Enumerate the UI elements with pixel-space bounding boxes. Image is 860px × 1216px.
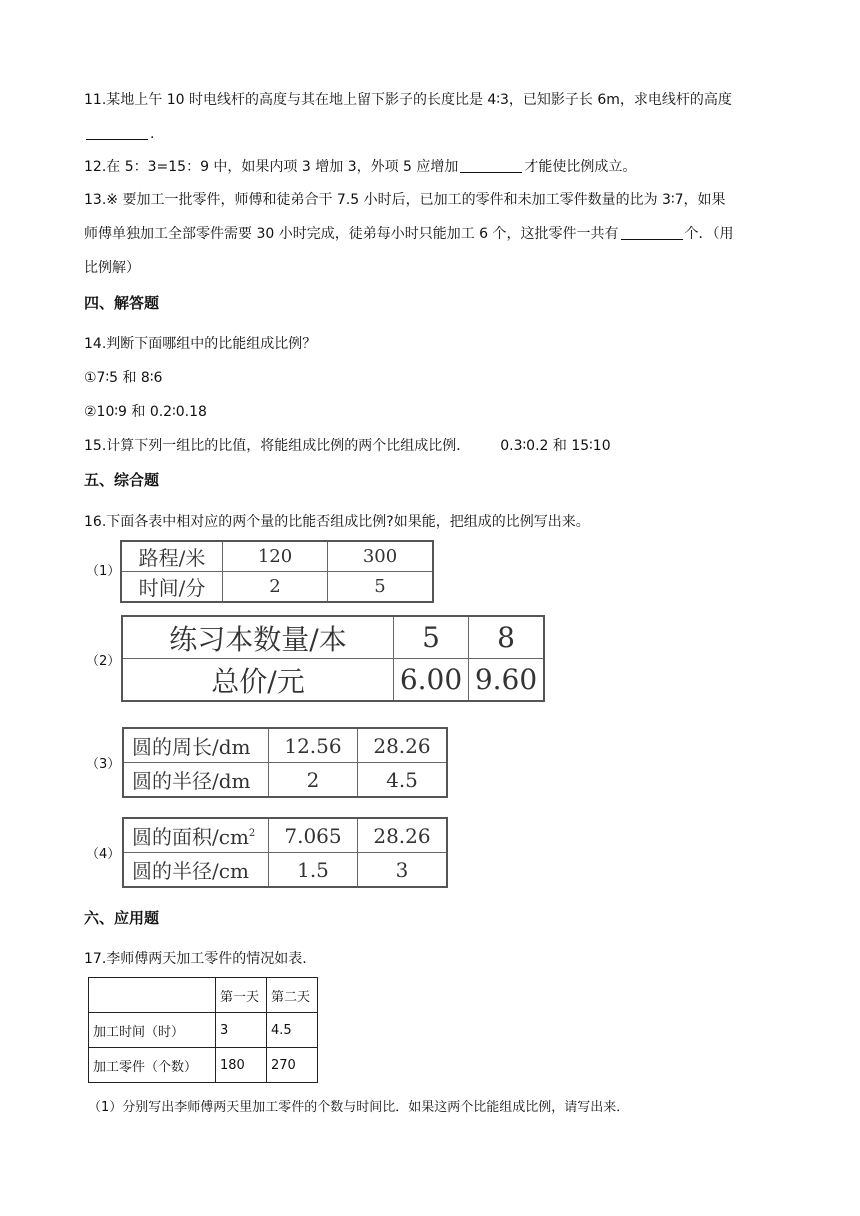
- q14-option-2: ②10∶9 和 0.2∶0.18: [84, 404, 207, 420]
- table-cell: 圆的周长/dm: [123, 728, 269, 763]
- table-cell: 圆的半径/cm: [123, 853, 269, 888]
- table-cell: 270: [267, 1048, 318, 1083]
- q14-stem: 14.判断下面哪组中的比能组成比例？: [84, 336, 317, 352]
- q14-option-1: ①7∶5 和 8∶6: [84, 370, 163, 386]
- table-cell: 圆的半径/dm: [123, 763, 269, 798]
- table-cell: 时间/分: [121, 572, 223, 603]
- data-table-1: [120, 540, 434, 603]
- table-cell: 3: [216, 1013, 267, 1048]
- table-cell: 2: [269, 763, 358, 798]
- table-cell: 9.60: [469, 659, 545, 702]
- table-cell: 300: [328, 541, 434, 572]
- table-cell: 加工零件（个数）: [89, 1048, 216, 1083]
- table-cell: 总价/元: [122, 659, 394, 702]
- table-cell: 4.5: [358, 763, 448, 798]
- table-label: （2）: [86, 654, 121, 669]
- answer-blank[interactable]: [460, 158, 522, 173]
- q17-stem: 17.李师傅两天加工零件的情况如表.: [84, 951, 307, 967]
- table-cell: 180: [216, 1048, 267, 1083]
- q13-line1: 13.※ 要加工一批零件，师傅和徒弟合干 7.5 小时后，已加工的零件和未加工零件数量的比为 3∶7，如果: [84, 192, 726, 208]
- table-cell: 4.5: [267, 1013, 318, 1048]
- table-cell: 28.26: [358, 818, 448, 853]
- table-cell: 1.5: [269, 853, 358, 888]
- table-label: （1）: [86, 564, 121, 579]
- q15: 15.计算下列一组比的比值，将能组成比例的两个比组成比例． 0.3∶0.2 和 15∶10: [84, 438, 611, 454]
- table-cell: 练习本数量/本: [122, 616, 394, 659]
- table-header-cell: 第一天: [216, 978, 267, 1013]
- q13-line2: 师傅单独加工全部零件需要 30 小时完成，徒弟每小时只能加工 6 个，这批零件一共有 个．（用: [84, 226, 734, 242]
- q17-table: [88, 977, 318, 1083]
- answer-blank[interactable]: [86, 125, 148, 140]
- section-heading: 四、解答题: [84, 294, 160, 312]
- table-label: （4）: [86, 847, 121, 862]
- superscript: 2: [248, 828, 256, 839]
- table-cell: 7.065: [269, 818, 358, 853]
- table-cell: 5: [328, 572, 434, 603]
- table-cell: 3: [358, 853, 448, 888]
- data-table-2: [121, 615, 545, 702]
- table-cell: 12.56: [269, 728, 358, 763]
- table-cell: 120: [223, 541, 328, 572]
- answer-blank[interactable]: [621, 225, 683, 240]
- table-cell: 8: [469, 616, 545, 659]
- table-header-cell: 第二天: [267, 978, 318, 1013]
- table-label: （3）: [86, 757, 121, 772]
- table-cell: 圆的面积$/cm^2$: [123, 818, 269, 853]
- q11-line1: 11.某地上午 10 时电线杆的高度与其在地上留下影子的长度比是 4∶3，已知影子长 6m，求电线杆的高度: [84, 92, 732, 108]
- section-heading: 五、综合题: [84, 471, 160, 489]
- q17-subquestion-1: （1）分别写出李师傅两天里加工零件的个数与时间比．如果这两个比能组成比例，请写出来．: [88, 1100, 630, 1115]
- q12: 12.在 5：3=15：9 中，如果内项 3 增加 3，外项 5 应增加 才能使比例成立。: [84, 159, 637, 175]
- table-cell: [89, 978, 216, 1013]
- section-heading: 六、应用题: [84, 909, 160, 927]
- q13-line3: 比例解）: [84, 260, 140, 276]
- table-cell: 28.26: [358, 728, 448, 763]
- table-cell: 5: [394, 616, 469, 659]
- table-cell: 6.00: [394, 659, 469, 702]
- data-table-3: [122, 727, 448, 798]
- q16-stem: 16.下面各表中相对应的两个量的比能否组成比例?如果能，把组成的比例写出来。: [84, 514, 590, 530]
- table-cell: 加工时间（时）: [89, 1013, 216, 1048]
- q11-line2: .: [84, 124, 154, 144]
- table-cell: 路程/米: [121, 541, 223, 572]
- table-cell: 2: [223, 572, 328, 603]
- data-table-4: [122, 817, 448, 888]
